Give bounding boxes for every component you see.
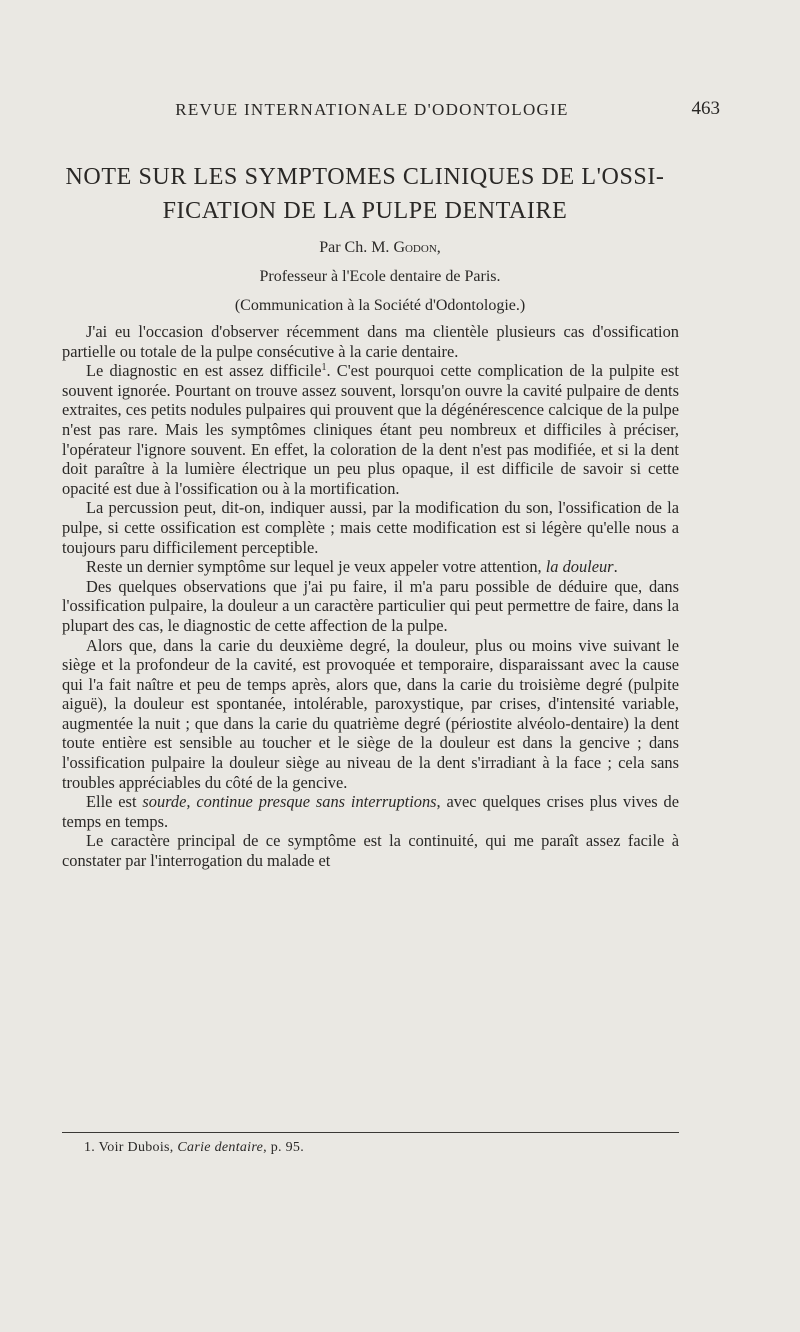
footnote-title: Carie dentaire xyxy=(177,1140,264,1155)
footnote-number: 1. xyxy=(84,1140,96,1155)
article-title-line-2: FICATION DE LA PULPE DENTAIRE xyxy=(162,198,568,224)
author-suffix: , xyxy=(436,239,441,256)
paragraph-1: J'ai eu l'occasion d'observer récemment dans ma clientèle plusieurs cas d'ossification partielle ou totale de la pulpe consécutive à la carie dentaire. xyxy=(62,322,679,361)
paragraph-8: Le caractère principal de ce symptôme est la continuité, qui me paraît assez facile à constater par l'interrogation du malade et xyxy=(62,831,679,871)
paragraph-7-text-b: , avec quelques crises plus vives de temps en temps. xyxy=(62,792,679,831)
page-number: 463 xyxy=(691,98,720,119)
footnote-divider xyxy=(62,1132,679,1133)
paragraph-7-emphasis: sourde, continue presque sans interruptions xyxy=(142,792,437,812)
paragraph-3: La percussion peut, dit-on, indiquer aussi, par la modification du son, l'ossification de la pulpe, si cette ossification est complète ; mais cette modification est si légère qu'elle nous a toujours paru difficilement perceptible. xyxy=(62,498,679,557)
paragraph-2 xyxy=(62,361,679,498)
paragraph-4-text-a: Reste un dernier symptôme sur lequel je veux appeler votre attention, xyxy=(86,557,542,577)
footnote-marker: 1 xyxy=(321,362,327,374)
article-title-line-1: NOTE SUR LES SYMPTOMES CLINIQUES DE L'OSSI- xyxy=(65,164,665,190)
author-name: Godon xyxy=(393,239,437,256)
paragraph-7-text-a: Elle est xyxy=(86,792,137,812)
paragraph-2-text-a: Le diagnostic en est assez difficile xyxy=(86,361,322,381)
author-line xyxy=(60,233,700,262)
footnote xyxy=(84,1139,304,1157)
footnote-text-a: Voir Dubois, xyxy=(98,1140,174,1155)
paragraph-7 xyxy=(62,792,679,831)
author-prefix: Par Ch. M. xyxy=(319,239,390,256)
paragraph-4 xyxy=(62,557,679,577)
paragraph-4-emphasis: la douleur xyxy=(545,557,614,577)
affiliation: Professeur à l'Ecole dentaire de Paris. xyxy=(259,268,501,285)
byline xyxy=(60,233,700,320)
paragraph-4-text-b: . xyxy=(613,557,618,577)
paragraph-5: Des quelques observations que j'ai pu faire, il m'a paru possible de déduire que, dans l'ossification pulpaire, la douleur a un caractère particulier qui peut permettre de faire, dans la plupart des cas, le diagnostic de cette affection de la pulpe. xyxy=(62,576,679,635)
article-title xyxy=(40,160,690,228)
paragraph-6: Alors que, dans la carie du deuxième degré, la douleur, plus ou moins vive suivant le siège et la profondeur de la cavité, est provoquée et temporaire, disparaissant avec la cause qui l'a fait naître et peu de temps après, alors que, dans la carie du troisième degré (pulpite aiguë), la douleur est spontanée, intolérable, paroxystique, par crises, d'intensité variable, augmentée la nuit ; que dans la carie du quatrième degré (périostite alvéolo-dentaire) la dent toute entière est sensible au toucher et le siège de la douleur est dans la gencive ; dans l'ossification pulpaire la douleur siège au niveau de la dent s'irradiant à la face ; cela sans troubles appréciables du côté de la gencive. xyxy=(62,635,679,792)
footnote-text-b: , p. 95. xyxy=(263,1140,305,1155)
running-title: REVUE INTERNATIONALE D'ODONTOLOGIE xyxy=(175,100,569,119)
article-body xyxy=(62,322,679,871)
running-head xyxy=(62,98,720,122)
paragraph-2-text-b: . C'est pourquoi cette complication de la pulpite est souvent ignorée. Pourtant on trouve assez souvent, lorsqu'on ouvre la cavité pulpaire de dents extraites, ces petits nodules pulpaires qui prouvent que la dégénérescence calcique de la pulpe n'est pas rare. Mais les symptômes cliniques étant peu nombreux et difficiles à préciser, l'opérateur l'ignore souvent. En effet, la coloration de la dent n'est pas modifiée, et si la dent doit paraître à la lumière électrique un peu plus opaque, il est difficile de savoir si cette opacité est due à l'ossification ou à la mortification. xyxy=(62,361,679,498)
communication-note: (Communication à la Société d'Odontologie.) xyxy=(234,297,526,314)
